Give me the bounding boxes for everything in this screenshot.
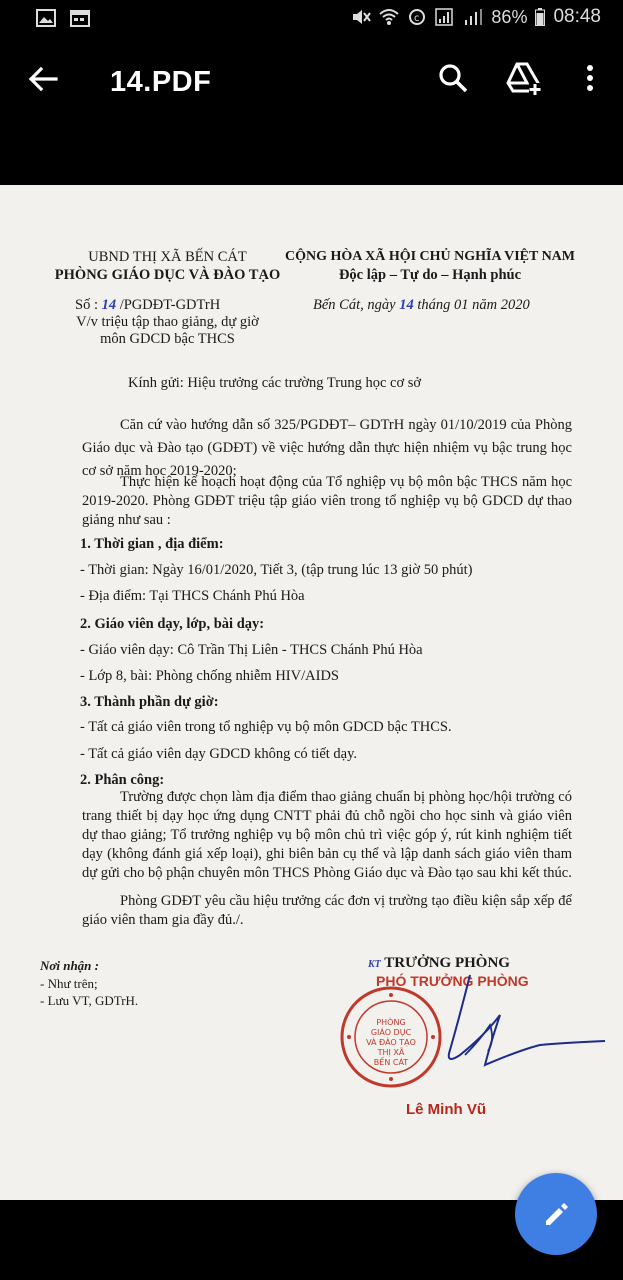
section2-teacher: - Giáo viên dạy: Cô Trần Thị Liên - THCS Chánh Phú Hòa <box>80 642 423 658</box>
drive-add-icon[interactable] <box>505 60 541 96</box>
number-suffix: /PGDĐT-GDTrH <box>119 297 221 313</box>
signal-bars-icon <box>463 8 483 26</box>
document-date <box>313 296 530 314</box>
date-day: 14 <box>399 297 414 313</box>
edit-fab-button[interactable] <box>515 1173 597 1255</box>
pdf-page <box>0 185 623 1200</box>
left-header-line1: UBND THỊ XÃ BẾN CÁT <box>88 249 247 265</box>
section3-item2: - Tất cả giáo viên dạy GDCD không có tiết dạy. <box>80 746 358 762</box>
svg-text:GIÁO DỤC: GIÁO DỤC <box>370 1028 412 1037</box>
closing-paragraph: Phòng GDĐT yêu cầu hiệu trưởng các đơn vị trường tạo điều kiện sắp xếp để giáo viên tham gia đầy đủ./. <box>82 893 572 928</box>
signer-role: KT TRƯỞNG PHÒNG <box>368 955 510 971</box>
back-arrow-icon[interactable] <box>26 62 60 96</box>
signal-icon <box>435 8 455 26</box>
date-prefix: Bến Cát, ngày <box>313 297 396 313</box>
paragraph-plan: Thực hiện kế hoạch hoạt động của Tổ nghiệp vụ bộ môn bậc THCS năm học 2019-2020. Phòng GDĐT triệu tập giáo viên trong tổ nghiệp vụ bộ GDCD dự thao giảng như sau : <box>82 474 572 528</box>
search-icon[interactable] <box>435 60 471 96</box>
section1-place: - Địa điểm: Tại THCS Chánh Phú Hòa <box>80 588 305 604</box>
section1-title: 1. Thời gian , địa điểm: <box>80 536 224 552</box>
section3-item1: - Tất cả giáo viên trong tổ nghiệp vụ bộ môn GDCD bậc THCS. <box>80 719 452 735</box>
clock: 08:48 <box>553 6 601 27</box>
section4-body: Trường được chọn làm địa điểm thao giảng chuẩn bị phòng học/hội trường có trang thiết bị dạy học ứng dụng CNTT phải đủ chỗ ngồi cho học sinh và giáo viên dự thao giảng; Tổ trưởng nghiệp vụ bộ môn chủ trì việc góp ý, rút kinh nghiệm tiết dạy (không đánh giá xếp loại), ghi biên bản cụ thể và lập danh sách giáo viên tham dự gửi cho bộ phận chuyên môn THCS Phòng Giáo dục và Đào tạo sau khi kết thúc. <box>82 789 572 881</box>
image-notification-icon <box>36 9 56 27</box>
paragraph-basis: Căn cứ vào hướng dẫn số 325/PGDĐT– GDTrH ngày 01/10/2019 của Phòng Giáo dục và Đào tạo (GDĐT) về việc hướng dẫn thực hiện nhiệm vụ bậc trung học cơ sở năm học 2019-2020; <box>82 417 572 479</box>
svg-text:VÀ ĐÀO TẠO: VÀ ĐÀO TẠO <box>366 1038 416 1047</box>
number-prefix: Số : <box>75 297 98 313</box>
section2-title: 2. Giáo viên dạy, lớp, bài dạy: <box>80 616 265 632</box>
subject-line2: môn GDCD bậc THCS <box>100 331 235 347</box>
wifi-icon <box>379 8 399 26</box>
mute-icon <box>351 8 371 26</box>
salutation: Kính gửi: Hiệu trưởng các trường Trung học cơ sở <box>128 375 422 391</box>
left-header-line2: PHÒNG GIÁO DỤC VÀ ĐÀO TẠO <box>54 267 281 283</box>
recipient-1: - Như trên; <box>40 976 98 991</box>
svg-text:BẾN CÁT: BẾN CÁT <box>373 1058 409 1067</box>
recipient-2: - Lưu VT, GDTrH. <box>40 993 139 1008</box>
more-vert-icon[interactable] <box>572 60 608 96</box>
data-saver-icon <box>407 8 427 26</box>
battery-icon <box>535 8 545 26</box>
calendar-notification-icon <box>70 9 90 27</box>
recipients-title: Nơi nhận : <box>40 958 99 973</box>
signer-name: Lê Minh Vũ <box>406 1101 486 1118</box>
section3-title: 3. Thành phần dự giờ: <box>80 694 219 710</box>
pencil-icon <box>541 1199 571 1229</box>
section1-time: - Thời gian: Ngày 16/01/2020, Tiết 3, (tập trung lúc 13 giờ 50 phút) <box>80 562 473 578</box>
app-bar <box>0 40 623 130</box>
right-header-line1: CỘNG HÒA XÃ HỘI CHỦ NGHĨA VIỆT NAM <box>284 249 575 264</box>
document-number <box>75 296 220 314</box>
svg-text:PHÒNG: PHÒNG <box>376 1018 406 1027</box>
signer-role-deputy: PHÓ TRƯỞNG PHÒNG <box>376 973 529 989</box>
section2-lesson: - Lớp 8, bài: Phòng chống nhiễm HIV/AIDS <box>80 668 339 684</box>
document-title: 14.PDF <box>110 66 212 98</box>
subject-line1: V/v triệu tập thao giảng, dự giờ <box>76 314 259 330</box>
right-header-line2: Độc lập – Tự do – Hạnh phúc <box>338 267 522 283</box>
date-suffix: tháng 01 năm 2020 <box>417 297 530 313</box>
svg-text:THỊ XÃ: THỊ XÃ <box>377 1048 405 1057</box>
status-bar <box>0 0 623 38</box>
handwritten-signature-icon <box>390 955 610 1105</box>
section4-title: 2. Phân công: <box>80 772 165 788</box>
number-handwritten: 14 <box>101 297 117 313</box>
svg-text:c: c <box>414 13 420 24</box>
battery-percent: 86% <box>491 6 528 27</box>
